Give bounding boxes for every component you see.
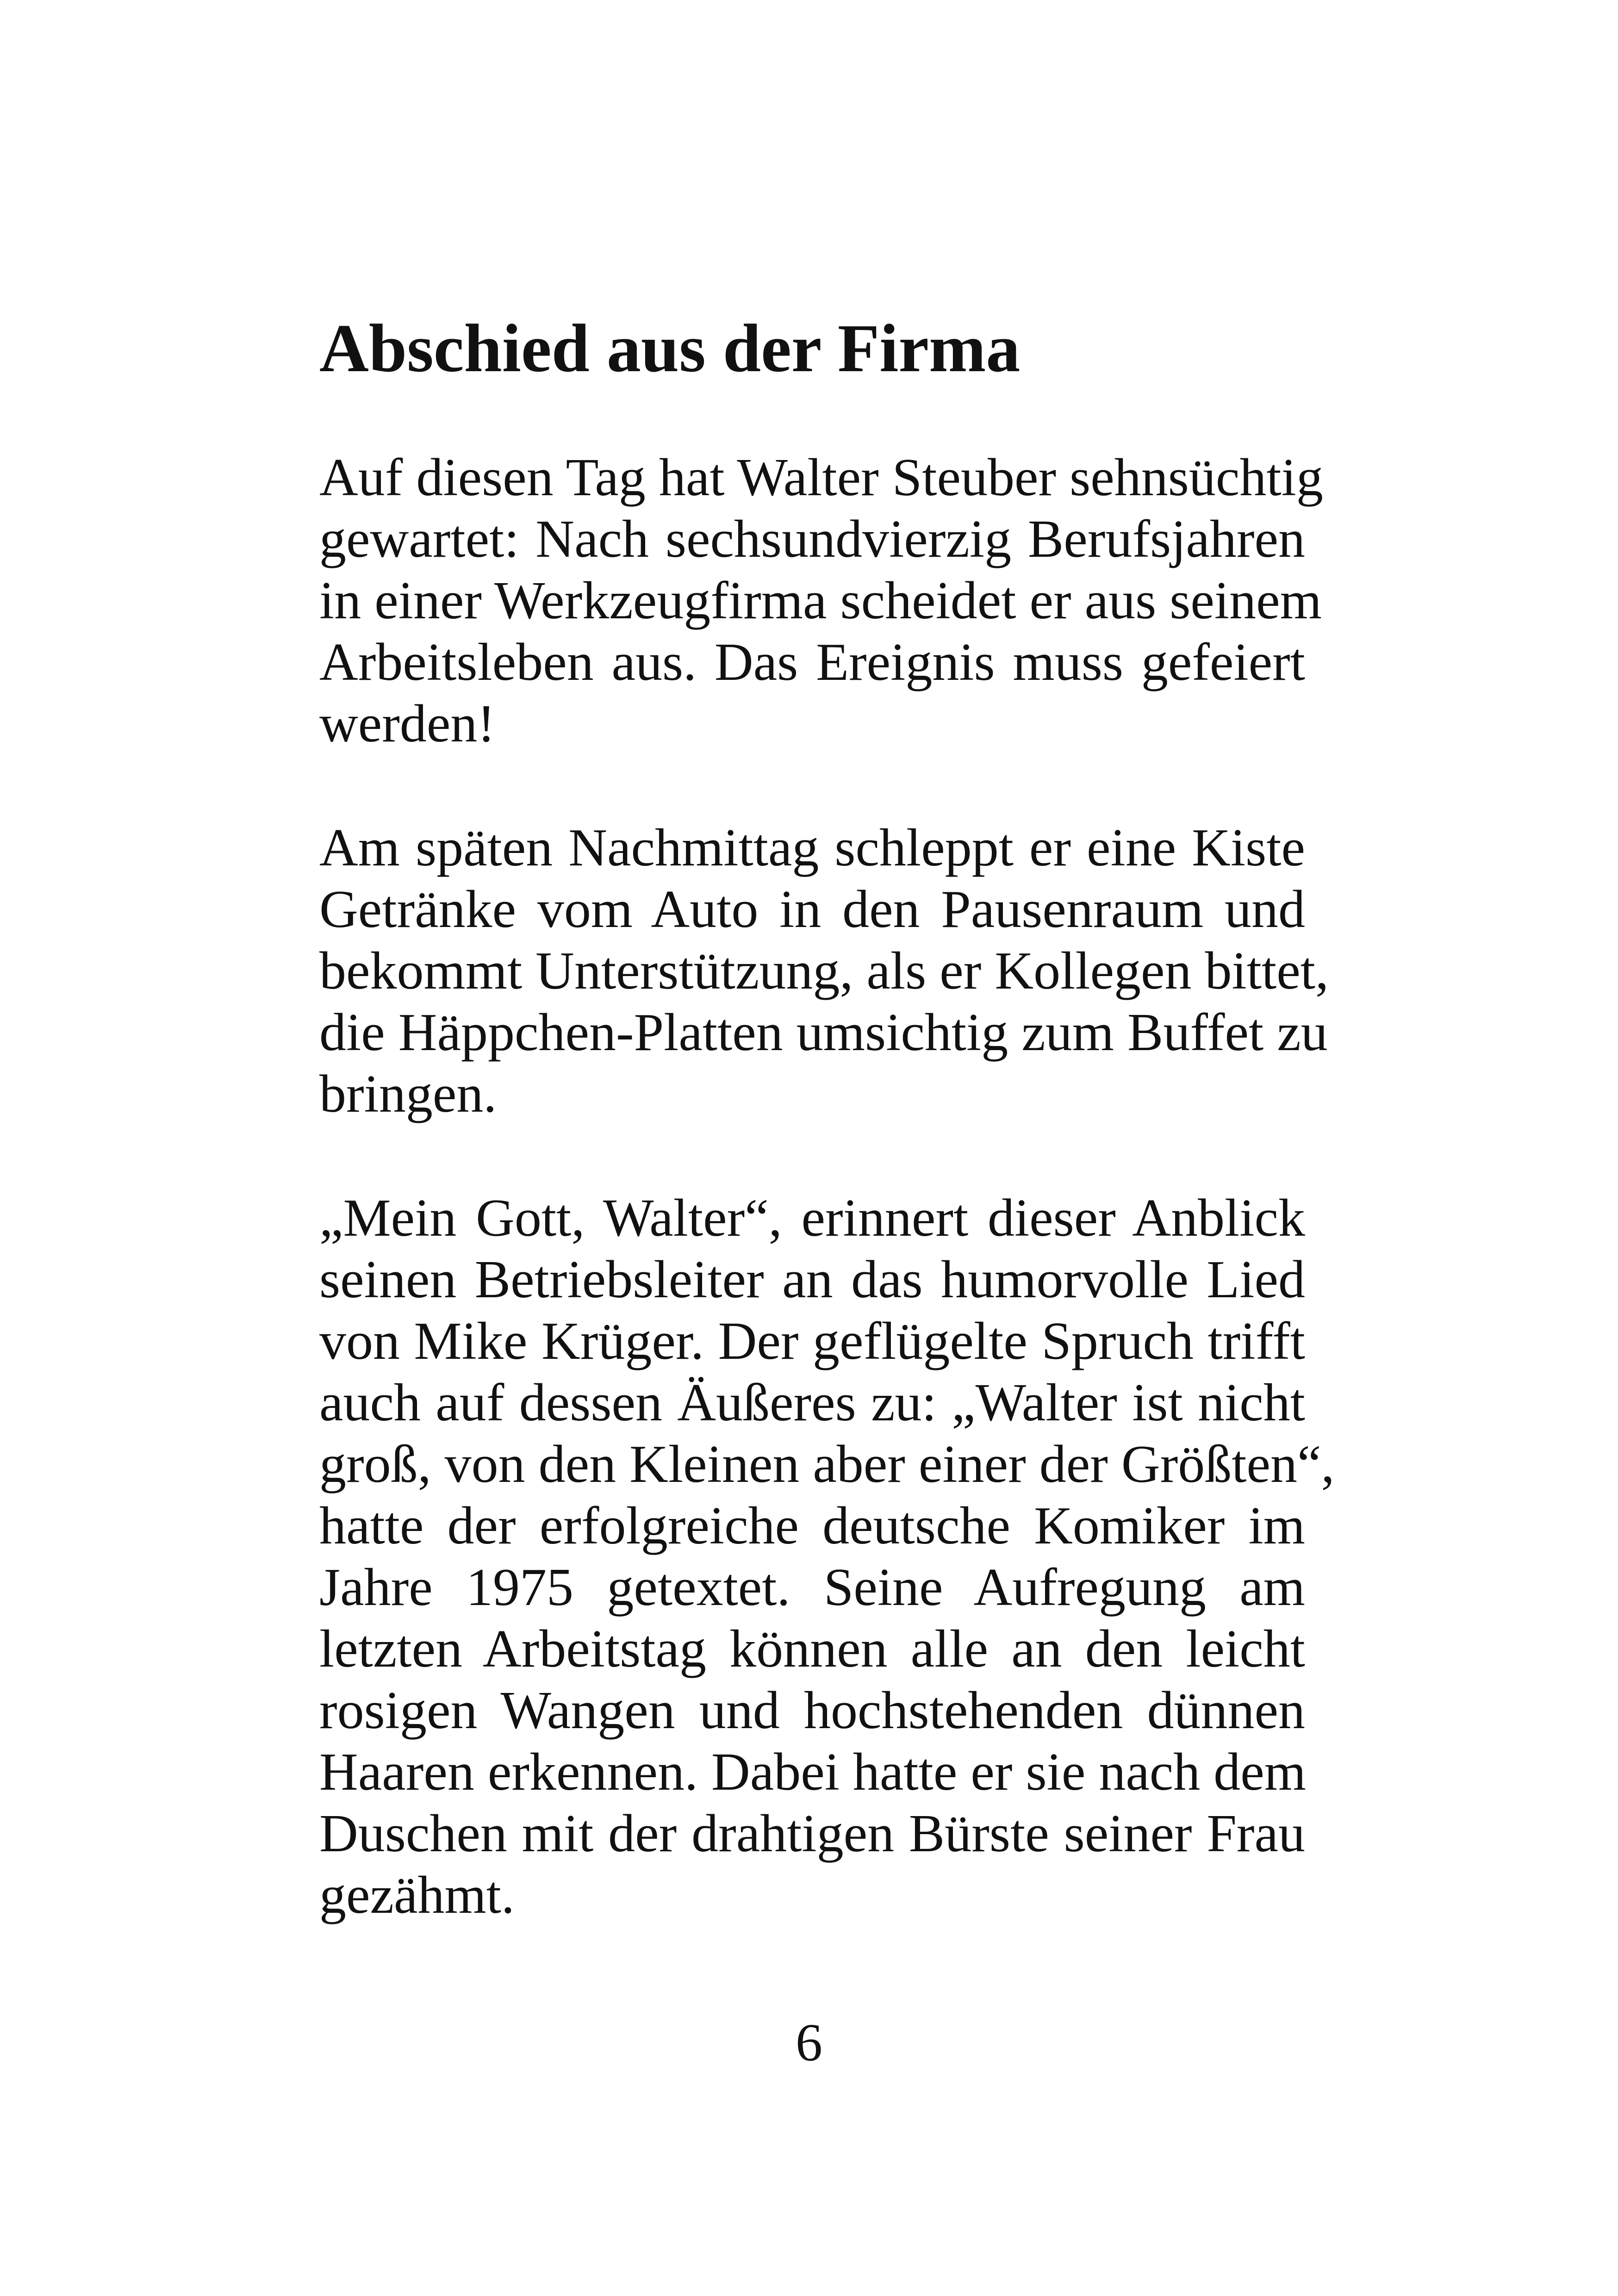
paragraph-line: von Mike Krüger. Der geflügelte Spruch trifft xyxy=(319,1312,1305,1371)
paragraph-line: Am späten Nachmittag schleppt er eine Kiste xyxy=(319,818,1305,877)
page-number: 6 xyxy=(796,2013,822,2072)
paragraph-line: auch auf dessen Äußeres zu: „Walter ist nicht xyxy=(319,1373,1305,1432)
paragraph-3 xyxy=(319,1188,1335,1926)
paragraph-line: werden! xyxy=(319,694,496,753)
paragraph-line: letzten Arbeitstag können alle an den leicht xyxy=(319,1619,1305,1679)
chapter-title: Abschied aus der Firma xyxy=(319,311,1021,386)
paragraph-line: groß, von den Kleinen aber einer der Größten“, xyxy=(319,1435,1335,1494)
paragraph-line: rosigen Wangen und hochstehenden dünnen xyxy=(319,1681,1305,1740)
paragraph-line: seinen Betriebsleiter an das humorvolle Lied xyxy=(319,1250,1305,1309)
paragraph-line: Jahre 1975 getextet. Seine Aufregung am xyxy=(319,1558,1305,1617)
paragraph-line: bringen. xyxy=(319,1064,497,1124)
paragraph-line: die Häppchen-Platten umsichtig zum Buffet zu xyxy=(319,1003,1328,1062)
paragraph-1 xyxy=(319,447,1323,755)
paragraph-line: hatte der erfolgreiche deutsche Komiker im xyxy=(319,1496,1305,1556)
paragraph-line: gewartet: Nach sechsundvierzig Berufsjahren xyxy=(319,510,1305,569)
paragraph-line: bekommt Unterstützung, als er Kollegen bittet, xyxy=(319,941,1329,1001)
paragraph-line: Arbeitsleben aus. Das Ereignis muss gefeiert xyxy=(319,633,1305,692)
paragraph-line: Duschen mit der drahtigen Bürste seiner Frau xyxy=(319,1804,1305,1863)
paragraph-line: Auf diesen Tag hat Walter Steuber sehnsüchtig xyxy=(319,448,1323,507)
paragraph-line: Haaren erkennen. Dabei hatte er sie nach dem xyxy=(319,1742,1307,1802)
paragraph-line: „Mein Gott, Walter“, erinnert dieser Anblick xyxy=(319,1188,1305,1248)
paragraph-line: gezähmt. xyxy=(319,1866,515,1925)
paragraph-line: Getränke vom Auto in den Pausenraum und xyxy=(319,880,1305,939)
paragraph-line: in einer Werkzeugfirma scheidet er aus seinem xyxy=(319,571,1322,630)
paragraph-2 xyxy=(319,817,1329,1125)
